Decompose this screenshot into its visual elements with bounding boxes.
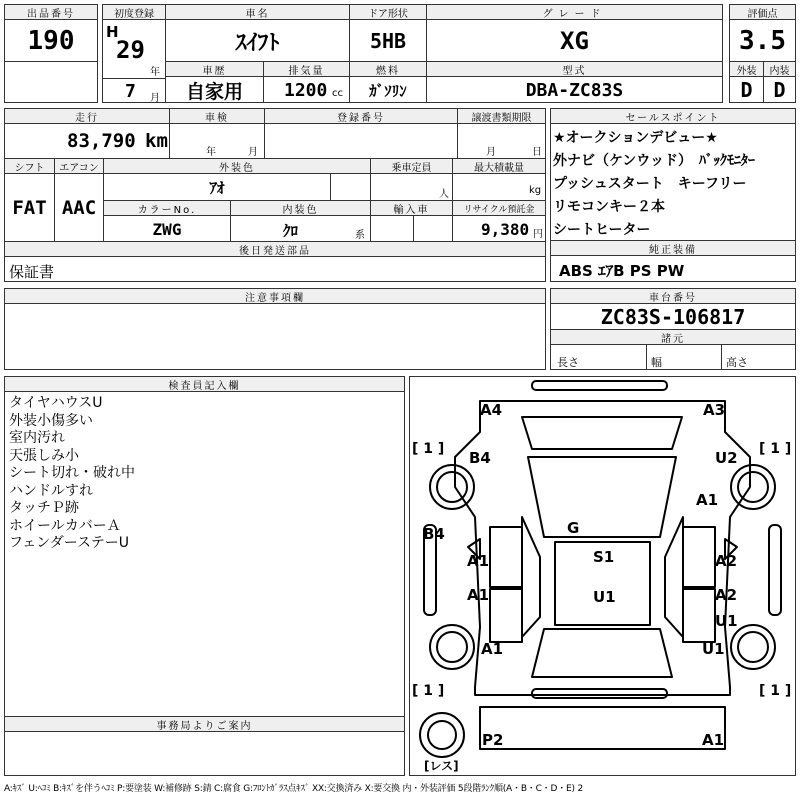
specs-length-label: 長さ (557, 356, 579, 369)
car-name-label: 車名 (166, 5, 349, 20)
recycle-value: 9,380 (481, 220, 530, 239)
notes-label: 注意事項欄 (5, 289, 545, 304)
exterior-color-value: ｱｵ (209, 179, 225, 197)
car-outline-diagram (410, 377, 795, 775)
inspector-note: 外装小傷多い (9, 412, 93, 429)
interior-color-unit: 系 (355, 230, 365, 241)
lot-number-cell (4, 4, 98, 62)
mark-G: G (567, 519, 580, 537)
exterior-grade-cell (729, 61, 764, 103)
mileage-cell (4, 108, 170, 159)
aircon-value: AAC (61, 197, 97, 219)
inspector-note: シート切れ・破れ中 (9, 465, 135, 481)
lot-number-label: 出品番号 (5, 5, 97, 20)
score-value: 3.5 (739, 26, 786, 56)
sales-points-cell (550, 108, 796, 241)
interior-color-cell (230, 200, 371, 242)
color-no-label: カラーNo. (104, 201, 230, 216)
lot-blank-cell (4, 61, 98, 103)
mark-U1-center: U1 (593, 588, 616, 606)
shift-label: シフト (5, 159, 54, 174)
transfer-deadline-cell (457, 108, 546, 159)
year-unit: 年 (150, 67, 160, 78)
recycle-cell (452, 200, 546, 242)
interior-grade-value: D (773, 78, 786, 102)
displacement-value: 1200 (284, 80, 328, 101)
mark-A1-right-front: A1 (696, 491, 719, 509)
grade-label: グレード (427, 5, 722, 20)
inspector-label: 検査員記入欄 (5, 377, 404, 392)
month-value: 7 (125, 81, 136, 102)
office-notice-cell (4, 716, 405, 776)
sales-point: ★オークションデビュー★ (553, 130, 718, 146)
windshield-shape (528, 457, 676, 537)
displacement-unit: cc (332, 88, 343, 99)
office-notice-label: 事務局よりご案内 (5, 717, 404, 732)
mark-A2-right-2: A2 (715, 586, 738, 604)
inspection-label: 車検 (170, 109, 264, 124)
inspection-month-unit: 月 (248, 147, 258, 158)
chassis-cell (550, 288, 796, 330)
import-cell (370, 200, 453, 242)
mark-A1-left-1: A1 (467, 552, 490, 570)
sales-point: シートヒーター (553, 222, 651, 238)
color-no-cell (103, 200, 231, 242)
mileage-unit: km (145, 130, 168, 152)
later-parts-value: 保証書 (9, 263, 55, 281)
equipment-label: 純正装備 (551, 241, 795, 256)
inspector-note: フェンダーステーU (9, 535, 130, 551)
color-no-value: ZWG (152, 219, 182, 239)
max-load-cell (452, 158, 546, 201)
chassis-label: 車台番号 (551, 289, 795, 304)
mark-A1-left-rear: A1 (481, 640, 504, 658)
registration-label: 登録番号 (265, 109, 457, 124)
exterior-grade-value: D (740, 78, 753, 102)
recycle-unit: 円 (533, 229, 543, 240)
fuel-value: ｶﾞｿﾘﾝ (369, 81, 407, 100)
exterior-color-label: 外装色 (104, 159, 370, 174)
tire-tread-front-left: [ 1 ] (412, 441, 445, 457)
mark-A3: A3 (703, 401, 726, 419)
capacity-unit: 人 (439, 189, 449, 200)
import-label: 輸入車 (371, 201, 452, 216)
interior-grade-cell (763, 61, 796, 103)
right-door-glass (665, 517, 683, 637)
mark-U2: U2 (715, 449, 738, 467)
displacement-cell (263, 61, 350, 103)
mark-P2: P2 (482, 731, 504, 749)
inspector-note: タッチＰ跡 (9, 500, 79, 516)
aircon-label: エアコン (55, 159, 103, 174)
history-cell (165, 61, 264, 103)
damage-code-legend: A:ｷｽﾞ U:ﾍｺﾐ B:ｷｽﾞを伴うﾍｺﾐ P:要塗装 W:補修跡 S:錆 C:腐食 G:ﾌﾛﾝﾄｶﾞﾗｽ点ｷｽﾞ XX:交換済み X:要交換 内・外装評価 5段階ﾗﾝｸ順(A・B・C・D・E) 2 (4, 784, 583, 794)
max-load-unit: kg (529, 185, 542, 196)
door-cell (349, 4, 427, 62)
inspection-year-unit: 年 (206, 147, 216, 158)
front-bumper-shape (532, 381, 667, 390)
grade-value: XG (560, 27, 589, 55)
specs-label: 諸元 (551, 330, 795, 345)
right-rear-door (683, 589, 715, 642)
capacity-label: 乗車定員 (371, 159, 452, 174)
recycle-label: リサイクル預託金 (453, 201, 545, 216)
left-rear-door (490, 589, 522, 642)
hood-shape (522, 417, 682, 449)
mark-U1-right-rear: U1 (702, 640, 725, 658)
tire-tread-rear-right: [ 1 ] (759, 683, 792, 699)
aircon-cell (54, 158, 104, 242)
later-parts-label: 後日発送部品 (5, 242, 545, 257)
door-label: ドア形状 (350, 5, 426, 20)
history-label: 車歴 (166, 62, 263, 77)
inspector-note: 室内汚れ (9, 430, 65, 446)
year-value: 29 (116, 36, 145, 64)
inspector-cell (4, 376, 405, 717)
first-registration-label: 初度登録 (103, 5, 165, 20)
rear-window-shape (532, 629, 672, 677)
damage-diagram (409, 376, 796, 776)
tire-tread-front-right: [ 1 ] (759, 441, 792, 457)
mileage-label: 走行 (5, 109, 169, 124)
shift-value: FAT (12, 197, 47, 219)
registration-cell (264, 108, 458, 159)
inspector-note: 天張しみ小 (9, 447, 79, 464)
lot-number-value: 190 (27, 26, 75, 56)
mark-S1: S1 (593, 548, 615, 566)
inspector-note: ホイールカバーＡ (9, 517, 121, 534)
mark-B4-side: B4 (423, 525, 445, 543)
chassis-number: ZC83S-106817 (600, 305, 746, 329)
displacement-label: 排気量 (264, 62, 349, 77)
inspector-notes (9, 395, 135, 553)
rear-bumper-shape (532, 689, 667, 698)
interior-color-label: 内装色 (231, 201, 370, 216)
later-parts-cell (4, 241, 546, 282)
mark-U1-right: U1 (715, 612, 738, 630)
transfer-deadline-label: 譲渡書類期限 (458, 109, 545, 124)
left-front-door (490, 527, 522, 587)
door-value: 5HB (369, 29, 407, 53)
mark-A1-bottom: A1 (702, 731, 725, 749)
mark-A1-left-2: A1 (467, 586, 490, 604)
mark-A4: A4 (480, 401, 503, 419)
right-front-door (683, 527, 715, 587)
inspector-note: ハンドルすれ (9, 482, 93, 499)
mileage-value: 83,790 (67, 130, 136, 152)
spare-tire-status: [レス] (424, 759, 459, 773)
model-label: 型式 (427, 62, 722, 77)
sales-point: リモコンキー２本 (553, 199, 665, 215)
specs-cell (550, 329, 796, 370)
transfer-month-unit: 月 (486, 147, 496, 158)
specs-width-label: 幅 (651, 356, 662, 369)
era-value: H (106, 23, 119, 41)
interior-grade-label: 内装 (764, 62, 795, 77)
inspector-note: タイヤハウスU (9, 395, 103, 411)
sales-point: プッシュスタート キーフリー (553, 176, 747, 192)
transfer-day-unit: 日 (532, 147, 542, 158)
history-value: 自家用 (185, 80, 243, 103)
sales-points-label: セールスポイント (551, 109, 795, 124)
fuel-cell (349, 61, 427, 103)
grade-cell (426, 4, 723, 62)
model-value: DBA-ZC83S (525, 79, 624, 101)
trunk-shape (480, 707, 725, 749)
sales-points-list (553, 127, 755, 242)
shift-cell (4, 158, 55, 242)
tire-tread-rear-left: [ 1 ] (412, 683, 445, 699)
mark-B4-top: B4 (469, 449, 491, 467)
month-unit: 月 (150, 93, 160, 104)
equipment-cell (550, 240, 796, 282)
max-load-label: 最大積載量 (453, 159, 545, 174)
exterior-grade-label: 外装 (730, 62, 763, 77)
sales-point: 外ナビ（ケンウッド） ﾊﾞｯｸﾓﾆﾀｰ (553, 153, 756, 169)
notes-cell (4, 288, 546, 370)
capacity-cell (370, 158, 453, 201)
interior-color-value: ｸﾛ (283, 222, 299, 240)
car-name-cell (165, 4, 350, 62)
left-door-glass (522, 517, 540, 637)
mark-A2-right-1: A2 (715, 552, 738, 570)
inspection-cell (169, 108, 265, 159)
fuel-label: 燃料 (350, 62, 426, 77)
exterior-color-cell (103, 158, 371, 201)
score-label: 評価点 (730, 5, 795, 20)
car-name-value: ｽｲﾌﾄ (235, 30, 280, 56)
specs-height-label: 高さ (726, 356, 748, 369)
first-registration-cell (102, 4, 166, 103)
equipment-value: ABS ｴｱB PS PW (559, 262, 685, 280)
model-cell (426, 61, 723, 103)
score-cell (729, 4, 796, 62)
